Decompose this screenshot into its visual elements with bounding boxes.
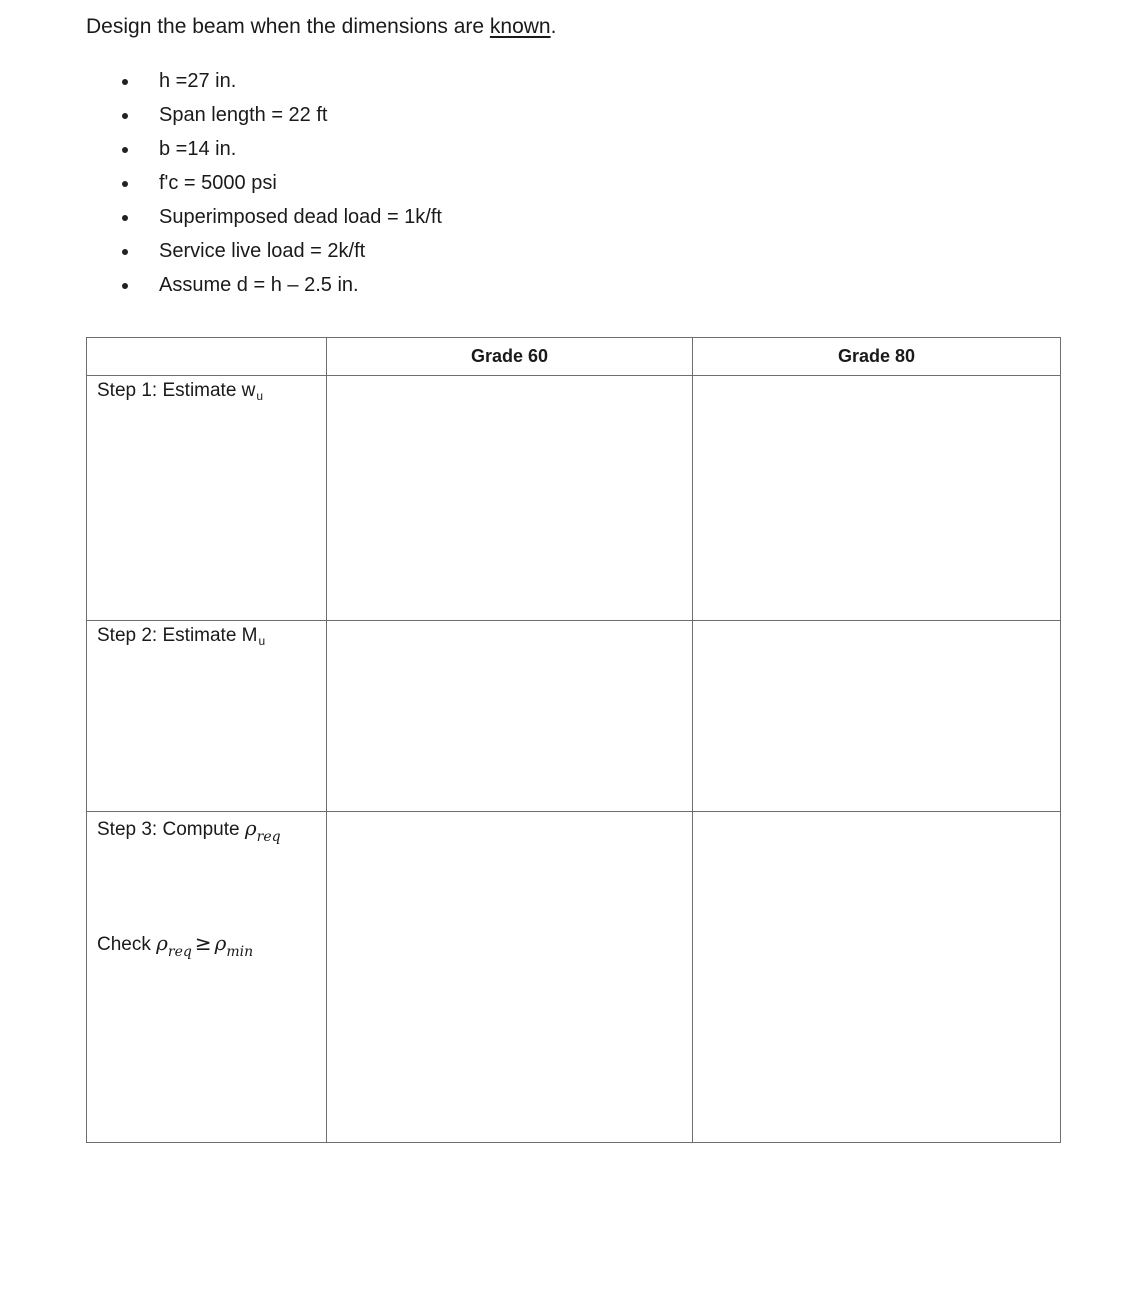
step-2-text: Step 2: Estimate M: [97, 625, 258, 646]
step-1-grade-60-cell[interactable]: [327, 376, 693, 621]
bullet-icon: [122, 113, 128, 119]
step-2-label: [87, 621, 327, 812]
given-item-text: h =27 in.: [159, 70, 237, 92]
step-1-label: [87, 376, 327, 621]
heading-underlined-word: known: [489, 15, 551, 38]
step-2-grade-60-cell[interactable]: [327, 621, 693, 812]
step-1-text: Step 1: Estimate w: [97, 380, 256, 401]
bullet-icon: [122, 147, 128, 153]
page-heading: [86, 13, 556, 41]
check-text: Check: [97, 934, 157, 955]
heading-text: Design the beam when the dimensions are: [86, 15, 490, 38]
heading-period: .: [550, 15, 557, 38]
rho-req-check-subscript: req: [167, 944, 192, 960]
given-item-text: b =14 in.: [159, 138, 237, 160]
table-header-row: [87, 338, 1061, 376]
given-item-text: f'c = 5000 psi: [159, 172, 277, 194]
given-item-text: Service live load = 2k/ft: [159, 240, 366, 262]
bullet-icon: [122, 79, 128, 85]
rho-req-symbol: ρ: [156, 931, 168, 955]
table-row-step-2: [87, 621, 1061, 812]
step-1-grade-80-cell[interactable]: [693, 376, 1061, 621]
step-2-subscript: u: [258, 634, 266, 648]
bullet-icon: [122, 215, 128, 221]
step-3-grade-60-cell[interactable]: [327, 812, 693, 1143]
table-row-step-3: [87, 812, 1061, 1143]
rho-min-subscript: min: [226, 944, 254, 960]
header-grade-60: Grade 60: [327, 338, 693, 376]
header-blank-cell: [87, 338, 327, 376]
step-1-subscript: u: [256, 389, 264, 403]
step-3-grade-80-cell[interactable]: [693, 812, 1061, 1143]
step-2-grade-80-cell[interactable]: [693, 621, 1061, 812]
rho-symbol: ρ: [244, 816, 257, 840]
bullet-icon: [122, 249, 128, 255]
table-row-step-1: [87, 376, 1061, 621]
greater-equal-icon: ≥: [194, 931, 212, 955]
check-condition: [97, 931, 326, 960]
rho-min-symbol: ρ: [214, 931, 227, 955]
rho-req-subscript: req: [256, 829, 281, 845]
step-3-text: Step 3: Compute: [97, 819, 245, 840]
given-item-text: Assume d = h – 2.5 in.: [159, 274, 359, 296]
header-grade-80: Grade 80: [693, 338, 1061, 376]
design-steps-table: [86, 337, 1061, 1143]
given-item-text: Span length = 22 ft: [159, 104, 328, 126]
given-item-text: Superimposed dead load = 1k/ft: [159, 206, 442, 228]
bullet-icon: [122, 283, 128, 289]
step-3-label: [87, 812, 327, 1143]
bullet-icon: [122, 181, 128, 187]
